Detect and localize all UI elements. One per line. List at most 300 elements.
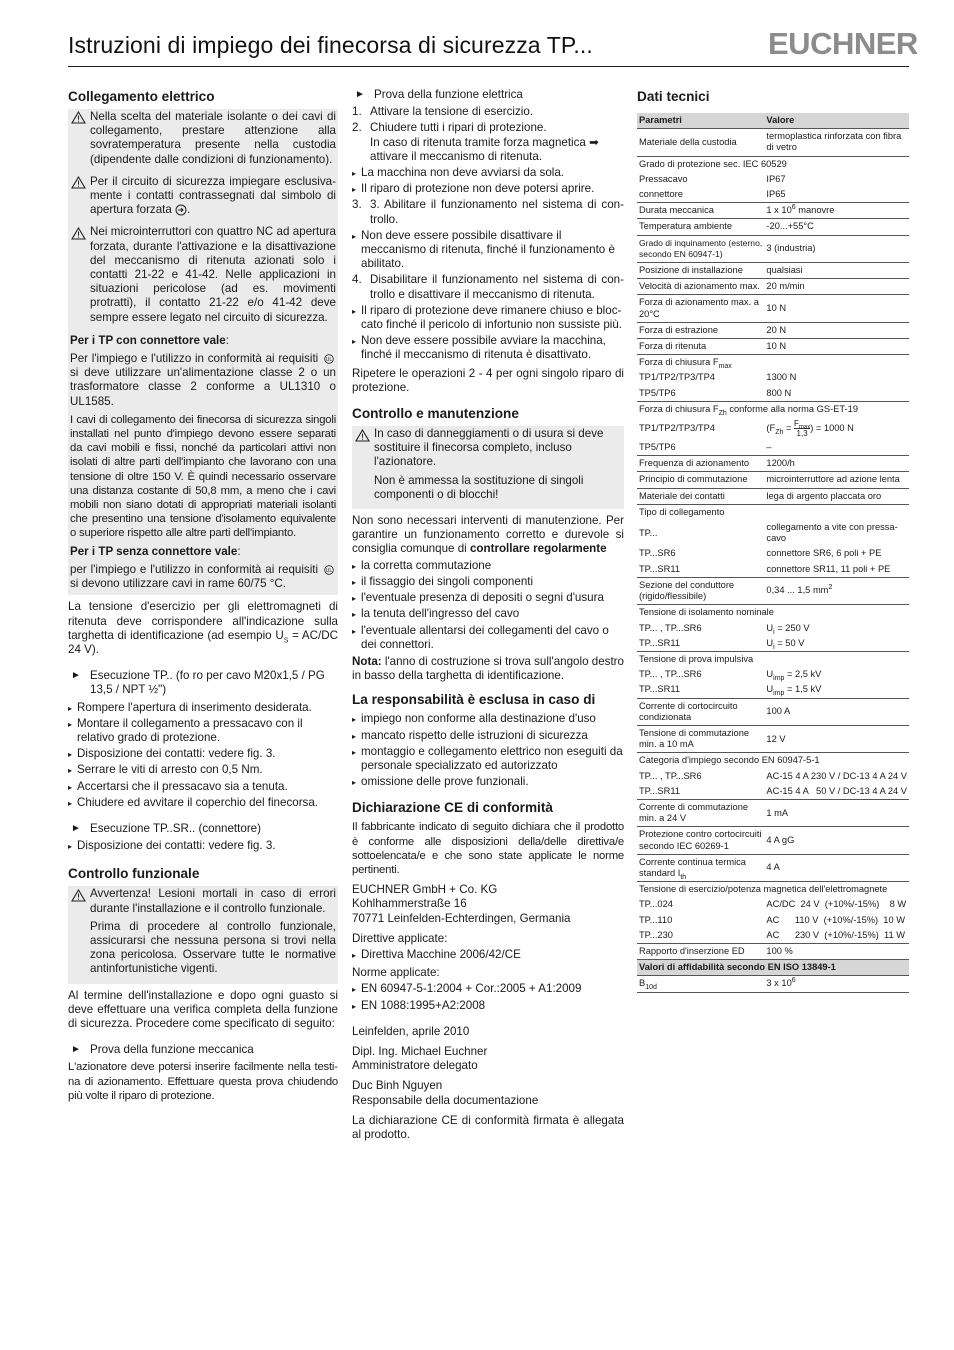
list-item <box>352 607 624 621</box>
cell: 1300 N <box>766 372 797 383</box>
list-item-text: EN 60947-5-1:2004 + Cor.:2005 + A1:2009 <box>361 982 582 996</box>
cell <box>637 355 909 371</box>
euchner-logo: EUCHNER <box>768 26 918 61</box>
directives-label: Direttive applicate: <box>352 931 448 945</box>
cell: Tensione di commutazione min. a 10 mA <box>637 725 764 752</box>
warning-text: Nella scelta del materiale isolante o dei cavi di collegamento, prestare attenzione alla sovratemperatura presente nella custodia (dipendente dalle condizioni di funzionamento). <box>90 110 336 166</box>
table-row <box>637 928 909 944</box>
table-row <box>637 187 909 203</box>
small-bullet-icon: ▸ <box>352 715 357 725</box>
step-1: 1. Attivare la tensione di esercizio. <box>352 105 534 119</box>
list-item <box>352 729 624 743</box>
cell: Velocità di azionamento max. <box>637 279 764 295</box>
small-bullet-icon: ▸ <box>68 842 73 852</box>
step-4: 4. Disabilitare il funzionamento nel sistema di controllo e disattivare il meccanismo di ritenuta. <box>352 273 624 301</box>
list-item-text: Non deve essere possibile avviare la macchina, finché il meccanismo di ritenuta è disattivato. <box>361 334 606 362</box>
cell: TP1/TP2/TP3/TP4 <box>639 372 715 383</box>
value-text: = 1,5 kV <box>784 684 822 695</box>
cell-text: conforme alla norma GS-ET-19 <box>726 403 858 414</box>
cell: connettore <box>637 187 764 203</box>
cell <box>764 682 909 698</box>
ul-mark-icon <box>322 352 336 365</box>
list-item-text: mancato rispetto delle istruzioni di sicurezza <box>361 728 588 742</box>
triangle-bullet-icon: ► <box>355 89 365 100</box>
cell: Principio di commutazione <box>637 472 764 488</box>
table-row <box>637 698 909 725</box>
formula-num: F <box>793 419 799 429</box>
step-text: Chiudere tutti i ripari di protezione. <box>370 121 547 135</box>
cell-sub: max <box>718 363 732 371</box>
small-bullet-icon: ▸ <box>68 750 73 760</box>
table-row <box>637 370 909 385</box>
cell: Forza di estrazione <box>637 322 764 338</box>
cell <box>764 976 909 992</box>
value-sub: imp <box>773 674 785 682</box>
table-row <box>637 621 909 636</box>
cell: Tensione di esercizio/potenza magnetica dell'elettromagnete <box>639 884 888 895</box>
list-item <box>68 796 338 810</box>
small-bullet-icon: ▸ <box>68 798 73 808</box>
cell: Materiale dei contatti <box>637 488 764 504</box>
section-heading-technical: Dati tecnici <box>637 89 710 104</box>
table-row <box>637 753 909 769</box>
cell: Rapporto d'inserzione ED <box>637 943 764 959</box>
list-item <box>68 717 338 745</box>
list-item-text: la tenuta dell'ingresso del cavo <box>361 607 520 621</box>
liability-list <box>352 712 624 789</box>
formula-sub: Zh <box>775 428 784 436</box>
execution-connector-list <box>68 839 338 853</box>
list-item <box>352 745 624 773</box>
norms-list <box>352 982 624 1012</box>
list-item <box>352 304 624 332</box>
warning-item <box>352 426 624 509</box>
cell: – <box>764 440 909 456</box>
signatory-role: Responsabile della documentazione <box>352 1093 539 1107</box>
table-row <box>637 784 909 800</box>
cell: TP...024 <box>639 899 673 910</box>
list-item <box>68 839 338 853</box>
cell-text: Forza di chiusura F <box>639 403 719 414</box>
small-bullet-icon: ▸ <box>352 731 357 741</box>
small-bullet-icon: ▸ <box>352 561 357 571</box>
cell: Sezione del conduttore (rigido/flessibile) <box>637 577 764 604</box>
cell <box>764 621 909 636</box>
warning-text: Prima di procedere al controllo funzionale, assicurarsi che nessuna persona si trovi nella zona pericolosa. Osservare tutte le normative antinfortunistiche vigenti. <box>90 919 336 976</box>
header-param: Parametri <box>637 113 764 129</box>
table-row <box>637 440 909 456</box>
svg-text:UL: UL <box>325 356 333 363</box>
test-label: Prova della funzione meccanica <box>90 1043 254 1057</box>
section-heading-ce: Dichiarazione CE di conformità <box>352 800 553 816</box>
table-row <box>637 156 909 172</box>
triangle-bullet-icon: ► <box>71 822 81 834</box>
cell: microinterruttore ad azione lenta <box>764 472 909 488</box>
subheading-connector: Per i TP con connettore vale <box>70 333 226 347</box>
address-line: Kohlhammerstraße 16 <box>352 897 467 911</box>
table-row <box>637 456 909 472</box>
execution-connector-heading <box>68 822 338 836</box>
list-item-text: Rompere l'apertura di inserimento desiderata. <box>77 700 312 714</box>
table-row <box>637 827 909 854</box>
cell: 1200/h <box>764 456 909 472</box>
formula-text: (F <box>766 423 776 434</box>
cell-text: Corrente continua termica standard I <box>639 856 746 878</box>
cell: Durata meccanica <box>637 203 764 219</box>
warning-icon <box>71 111 86 125</box>
cell: TP... <box>639 527 658 538</box>
test-label: Prova della funzione elettrica <box>374 88 523 101</box>
list-item <box>352 182 624 196</box>
small-bullet-icon: ▸ <box>68 719 73 729</box>
list-item-text: La macchina non deve avviarsi da sola. <box>361 166 565 180</box>
cell: Materiale della custodia <box>637 129 764 156</box>
table-row <box>637 577 909 604</box>
arrow-right-icon: ➡ <box>589 135 599 149</box>
maintenance-text: Non sono necessari interventi di manutenzione. Per garantire un funzionamento corretto e durevole si consiglia comunque di <box>352 514 624 556</box>
warning-item <box>68 886 338 983</box>
value-text: manovre <box>795 205 835 216</box>
signatory-2 <box>352 1079 624 1107</box>
cell: connettore SR6, 6 poli + PE <box>766 548 882 559</box>
value-text: U <box>766 637 774 648</box>
list-item <box>68 763 338 777</box>
small-bullet-icon: ▸ <box>352 594 357 604</box>
svg-text:UL: UL <box>325 567 333 574</box>
small-bullet-icon: ▸ <box>352 306 357 316</box>
cell <box>764 667 909 682</box>
cell: TP... , TP...SR6 <box>639 622 702 633</box>
warning-text: In caso di danneggiamenti o di usura si deve sostituire il finecorsa completo, incluso l'azionatore. <box>374 427 604 469</box>
cell: collegamento a vite con pressacavo <box>766 522 898 544</box>
table-row <box>637 488 909 504</box>
cell: TP...230 <box>637 928 764 944</box>
small-bullet-icon: ▸ <box>352 169 357 179</box>
list-item <box>352 982 624 996</box>
cell: lega di argento placcata oro <box>764 488 909 504</box>
warning-icon <box>71 888 86 902</box>
voltage-text: La tensione d'esercizio per gli elettromagneti di ritenuta deve corrispondere all'indicazione sulla targhetta di identificazione (ad esempio U <box>68 600 338 642</box>
list-item-text: Direttiva Macchine 2006/42/CE <box>361 947 521 961</box>
small-bullet-icon: ▸ <box>352 337 357 347</box>
warning-icon <box>71 226 86 240</box>
maintenance-emphasis: controllare regolarmente <box>469 542 607 556</box>
page-title: Istruzioni di impiego dei finecorsa di sicurezza TP... <box>68 32 593 58</box>
cell: connettore SR11, 11 poli + PE <box>764 562 909 578</box>
list-item <box>352 948 624 962</box>
list-item <box>68 780 338 794</box>
cell: IP65 <box>764 187 909 203</box>
small-bullet-icon: ▸ <box>68 782 73 792</box>
ul-text: si deve utilizzare un'alimentazione classe 2 o un trasformatore classe 2 conforme a UL1310 o UL1585. <box>70 366 336 408</box>
warning-item <box>68 109 338 174</box>
note-paragraph <box>352 655 624 683</box>
list-item <box>352 575 624 589</box>
ul-mark-icon <box>322 563 336 576</box>
formula-den: 1,3 <box>796 429 808 439</box>
list-item-text: Montare il collegamento a pressacavo con il relativo grado di protezione. <box>77 716 303 744</box>
table-row <box>637 562 909 578</box>
cell-sub: 10d <box>645 984 657 992</box>
value-text: = 250 V <box>774 622 810 633</box>
step-3-bullets <box>352 229 624 272</box>
cell: TP...SR6 <box>639 548 676 559</box>
list-item-text: Non deve essere possibile disattivare il meccanismo di ritenuta, finché il funzionamento è abilitato. <box>361 228 615 271</box>
cell <box>764 577 909 604</box>
cell: Grado di protezione sec. IEC 60529 <box>639 158 787 169</box>
table-row <box>637 854 909 881</box>
list-item-text: Il riparo di protezione deve rimanere chiuso e bloccato finché il pericolo di infortunio non sussiste più. <box>361 303 623 332</box>
cell: Valori di affidabilità secondo EN ISO 13849-1 <box>637 960 909 976</box>
list-item <box>352 775 624 789</box>
ul-connector-block: Per i TP con connettore vale: Per l'impiego e l'utilizzo in conformità ai requisiti UL si deve utilizzare un'alimentazione classe 2 o un trasformatore classe 2 conforme a UL1310 o UL1585. I cavi di collegamento dei finecorsa di sicurezza singoli installati nel punto d'impiego devono essere separati da cavi mobili e fissi, nonché da particolari attivi non isolati di altre parti dell'impianto che lavorano con una tensione di oltre 150 V. È quindi necessario osservare una distanza costante di 50,8 mm, a meno che i cavi mobili non siano dotati di appropriati materiali isolanti che presentino una tensione d'isolamento equivalente o superiore rispetto alle altre parti dell'impianto. Per i TP senza connettore vale: per l'impiego e l'utilizzo in conformità ai requisiti UL si devono utilizzare cavi in rame 60/75 °C. <box>70 333 336 591</box>
value-text: U <box>766 684 774 695</box>
execution-label: Esecuzione TP..SR.. (connettore) <box>90 821 261 835</box>
signatory-name: Dipl. Ing. Michael Euchner <box>352 1044 488 1058</box>
functional-paragraph: Al termine dell'installazione e dopo ogni guasto si deve effettuare una verifica completa della funzione di sicurezza. Procedere come specificato di seguito: <box>68 988 338 1030</box>
signatory-role: Amministratore delegato <box>352 1059 478 1073</box>
cell: Tensione di prova impulsiva <box>639 653 754 664</box>
table-row <box>637 769 909 784</box>
list-item-text: l'eventuale allentarsi dei collegamenti del cavo o dei connettori. <box>361 623 609 651</box>
cell: AC-15 4 A 50 V / DC-13 4 A 24 V <box>764 784 909 800</box>
list-item-text: impiego non conforme alla destinazione d'uso <box>361 712 596 726</box>
list-item-text: Serrare le viti di arresto con 0,5 Nm. <box>77 763 263 777</box>
cell: IP67 <box>766 173 786 184</box>
table-row <box>637 339 909 355</box>
cell: termoplastica rinforzata con fibra di vetro <box>764 129 909 156</box>
table-row <box>637 636 909 652</box>
table-row <box>637 295 909 322</box>
cell: Temperatura ambiente <box>637 219 764 235</box>
repeat-paragraph: Ripetere le operazioni 2 - 4 per ogni singolo riparo di protezione. <box>352 366 624 394</box>
small-bullet-icon: ▸ <box>352 778 357 788</box>
cell: AC-15 4 A 230 V / DC-13 4 A 24 V <box>766 770 907 781</box>
table-row <box>637 504 909 520</box>
value-sup: 6 <box>791 204 796 212</box>
cell-sub: th <box>680 873 687 881</box>
table-row <box>637 605 909 621</box>
value-sup: 6 <box>791 977 796 985</box>
ul-text: si devono utilizzare cavi in rame 60/75 °C. <box>70 577 287 591</box>
cell: 100 % <box>764 943 909 959</box>
table-row <box>637 651 909 667</box>
cell <box>764 636 909 652</box>
cell <box>637 976 764 992</box>
address-line: 70771 Leinfelden-Echterdingen, Germania <box>352 911 571 925</box>
cell: TP5/TP6 <box>637 440 764 456</box>
cell: Tensione di isolamento nominale <box>639 607 774 618</box>
final-paragraph: La dichiarazione CE di conformità firmata è allegata al prodotto. <box>352 1113 624 1141</box>
header-rule <box>68 66 909 67</box>
mechanical-test-heading <box>68 1043 338 1057</box>
maintenance-paragraph <box>352 514 624 557</box>
value-sub: i <box>773 643 775 651</box>
list-item-text: Disposizione dei contatti: vedere fig. 3. <box>77 747 276 761</box>
table-row <box>637 943 909 959</box>
ce-paragraph: Il fabbricante indicato di seguito dichiara che il prodotto è conforme alle disposizioni della/delle direttiva/e sottoelencata/e e che sono state applicate le norme pertinenti. <box>352 821 624 876</box>
cell: TP...SR11 <box>637 562 764 578</box>
table-row <box>637 725 909 752</box>
manufacturer-address <box>352 883 624 926</box>
voltage-sub: S <box>283 637 289 645</box>
cell: qualsiasi <box>764 263 909 279</box>
cell: 800 N <box>764 386 909 402</box>
triangle-bullet-icon: ► <box>71 1044 81 1056</box>
small-bullet-icon: ▸ <box>352 231 357 241</box>
list-item <box>352 334 624 362</box>
value-text: 3 x 10 <box>766 978 792 989</box>
cell: AC/DC 24 V (+10%/-15%) 8 W <box>766 899 907 910</box>
step-text: In caso di ritenuta tramite forza magnetica <box>370 135 586 149</box>
step-3: 3. 3. Abilitare il funzionamento nel sistema di controllo. <box>352 198 624 226</box>
list-item <box>352 591 624 605</box>
norms-label: Norme applicate: <box>352 966 440 980</box>
list-item-text: montaggio e collegamento elettrico non eseguiti da personale specializzato ed autorizzato <box>361 744 623 772</box>
table-row <box>637 417 909 440</box>
list-item <box>352 559 624 573</box>
signatory-name: Duc Binh Nguyen <box>352 1079 443 1093</box>
cell: Forza di ritenuta <box>637 339 764 355</box>
cell: Corrente di commutazione min. a 24 V <box>637 799 764 826</box>
small-bullet-icon: ▸ <box>352 626 357 636</box>
step-2-bullets <box>352 166 624 196</box>
cell: 3 (industria) <box>764 235 909 262</box>
cell: Corrente di cortocircuito condizionata <box>637 698 764 725</box>
column-right <box>637 88 909 993</box>
note-text: l'anno di costruzione si trova sull'angolo destro in basso della targhetta di identificazione. <box>352 654 624 683</box>
execution-cable-heading <box>68 669 338 697</box>
step-4-bullets <box>352 304 624 363</box>
cell: 10 N <box>764 339 909 355</box>
formula-cell <box>764 417 909 440</box>
table-row <box>637 546 909 561</box>
list-item-text: Il riparo di protezione non deve potersi aprire. <box>361 182 595 196</box>
table-row <box>637 913 909 928</box>
formula-text: = <box>783 423 794 434</box>
list-item <box>352 229 624 272</box>
table-row <box>637 667 909 682</box>
cell: TP... , TP...SR6 <box>639 770 702 781</box>
list-item-text: EN 1088:1995+A2:2008 <box>361 998 486 1012</box>
table-row <box>637 401 909 417</box>
table-row <box>637 882 909 898</box>
cell <box>764 203 909 219</box>
small-bullet-icon: ▸ <box>352 610 357 620</box>
value-sup: 2 <box>828 584 833 592</box>
cell: AC 110 V (+10%/-15%) 10 W <box>766 914 905 925</box>
cell: 20 m/min <box>764 279 909 295</box>
cell: Protezione contro cortocircuiti secondo IEC 60269-1 <box>637 827 764 854</box>
warning-box-functional <box>68 886 338 983</box>
technical-data-table <box>637 113 909 993</box>
list-item <box>352 999 624 1013</box>
list-item-text: omissione delle prove funzionali. <box>361 775 529 789</box>
small-bullet-icon: ▸ <box>68 703 73 713</box>
formula-text: ) = 1000 N <box>810 423 854 434</box>
section-heading-electrical: Collegamento elettrico <box>68 89 215 104</box>
table-row <box>637 976 909 992</box>
table-row <box>637 263 909 279</box>
warning-item <box>68 224 338 331</box>
cell <box>637 401 909 417</box>
execution-cable-list <box>68 701 338 810</box>
cell: 1 mA <box>764 799 909 826</box>
table-row <box>637 129 909 156</box>
column-middle <box>352 88 624 1148</box>
cable-separation-text: I cavi di collegamento dei finecorsa di sicurezza singoli installati nel punto d'impiego devono essere separati da cavi mobili e fissi, nonché da particolari attivi non isolati di altre parti dell'impianto che lavorano con una tensione di oltre 150 V. È quindi necessario osservare una distanza costante di 50,8 mm, a meno che i cavi mobili non siano dotati di appropriati materiali isolanti che presentino una tensione d'isolamento equivalente o superiore rispetto alle altre parti dell'impianto. <box>70 413 336 540</box>
value-text: 0,34 ... 1,5 mm <box>766 585 829 596</box>
step-text: 3. Abilitare il funzionamento nel sistema di controllo. <box>370 198 624 226</box>
cell-text: B <box>639 978 646 989</box>
cell: -20...+55°C <box>764 219 909 235</box>
subheading-no-connector: Per i TP senza connettore vale <box>70 544 238 558</box>
table-row <box>637 897 909 912</box>
column-left <box>68 88 338 1109</box>
warning-text: Per il circuito di sicurezza impiegare esclusivamente i contatti contrassegnati dal simbolo di apertura forzata <box>90 174 336 217</box>
value-text: U <box>766 669 774 680</box>
warning-text: Non è ammessa la sostituzione di singoli componenti o di blocchi! <box>374 473 584 501</box>
warning-text: Nei microinterruttori con quattro NC ad apertura forzata, durante l'attivazione e la disattivazione del meccanismo di ritenuta azionati solo i contatti 21-22 e 41-42. Nelle applicazioni in situazioni pericolose (ad es. movimenti protratti), il contatto 21-22 e/o 41-42 deve sempre essere legato nel circuito di sicurezza. <box>90 225 336 324</box>
step-text: attivare il meccanismo di ritenuta. <box>370 149 543 163</box>
table-row <box>637 203 909 219</box>
small-bullet-icon: ▸ <box>352 950 357 960</box>
cell: 100 A <box>764 698 909 725</box>
cell: TP5/TP6 <box>637 386 764 402</box>
list-item <box>352 166 624 180</box>
cell-text: Forza di chiusura F <box>639 357 719 368</box>
table-row <box>637 322 909 338</box>
small-bullet-icon: ▸ <box>352 577 357 587</box>
table-row <box>637 472 909 488</box>
cell: Grado di inquinamento (esterno, secondo EN 60947-1) <box>637 235 764 262</box>
list-item-text: il fissaggio dei singoli componenti <box>361 574 534 588</box>
cell: TP... , TP...SR6 <box>639 669 702 680</box>
cell: TP...SR11 <box>637 636 764 652</box>
cell: 20 N <box>764 322 909 338</box>
cell: Forza di azionamento max. a 20°C <box>637 295 764 322</box>
table-row <box>637 219 909 235</box>
list-item-text: la corretta commutazione <box>361 558 492 572</box>
signatory-1 <box>352 1045 624 1073</box>
formula-fraction <box>794 419 810 438</box>
cell: Tipo di collegamento <box>639 506 725 517</box>
table-row <box>637 682 909 698</box>
table-row <box>637 799 909 826</box>
small-bullet-icon: ▸ <box>352 747 357 757</box>
cell: Frequenza di azionamento <box>637 456 764 472</box>
list-item <box>68 701 338 715</box>
ul-text: per l'impiego e l'utilizzo in conformità ai requisiti <box>70 562 319 576</box>
list-item-text: l'eventuale presenza di depositi o segni d'usura <box>361 591 604 605</box>
maintenance-list <box>352 559 624 652</box>
value-text: 1 x 10 <box>766 205 792 216</box>
forced-opening-icon <box>175 203 187 216</box>
cell: 10 N <box>764 295 909 322</box>
value-text: = 2,5 kV <box>784 669 822 680</box>
list-item <box>352 712 624 726</box>
warning-box-electrical <box>68 109 338 595</box>
warning-box-maintenance <box>352 426 624 509</box>
step-text: Attivare la tensione di esercizio. <box>370 105 534 119</box>
voltage-tail: = AC/DC 24 V). <box>68 628 338 656</box>
table-header-row <box>637 113 909 129</box>
formula-num-sub: max <box>798 424 811 431</box>
table-row <box>637 386 909 402</box>
cell: Categoria d'impiego secondo EN 60947-5-1 <box>639 755 820 766</box>
table-header-row <box>637 960 909 976</box>
step-text: Disabilitare il funzionamento nel sistema di controllo e disattivare il meccanismo di ritenuta. <box>370 273 624 301</box>
